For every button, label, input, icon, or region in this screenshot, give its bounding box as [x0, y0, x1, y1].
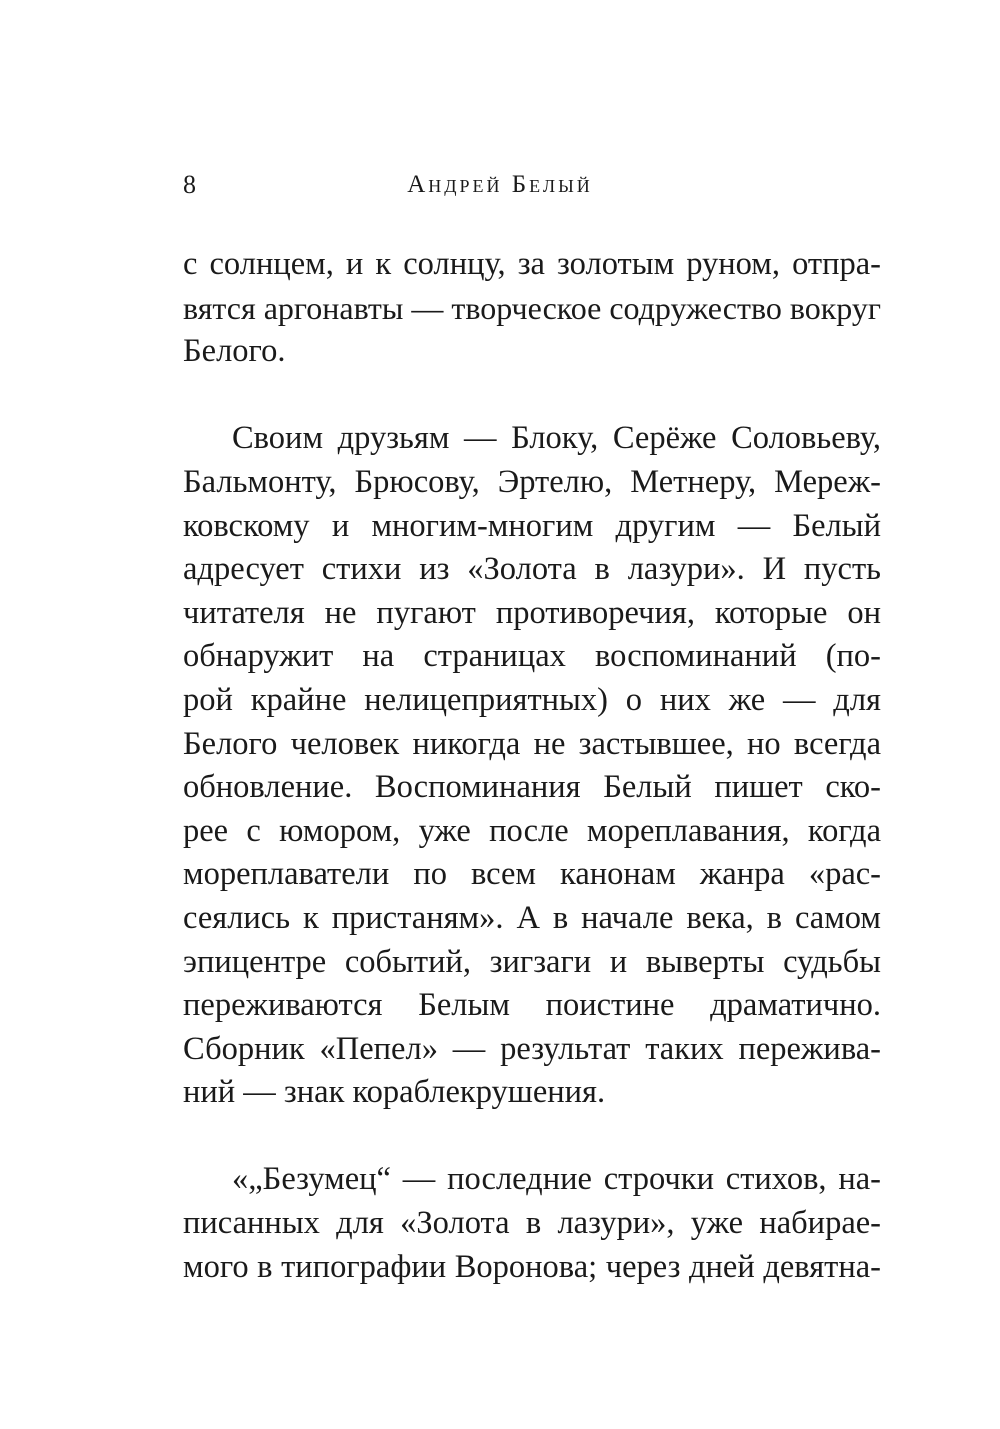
text-line: читателя не пугают противоречия, которые он [183, 594, 881, 631]
paragraph-gap [183, 374, 881, 418]
text-line: Сборник «Пепел» — результат таких пережива- [183, 1030, 881, 1067]
page-number: 8 [183, 170, 196, 199]
body-text [183, 243, 881, 1289]
paragraph-1 [183, 243, 881, 374]
text-line: обновление. Воспоминания Белый пишет ско- [183, 769, 881, 806]
text-line: Своим друзьям — Блоку, Серёже Соловьеву, [232, 420, 881, 457]
text-line: переживаются Белым поистине драматично. [183, 987, 881, 1024]
text-line: Белого человек никогда не застывшее, но всегда [183, 725, 881, 762]
text-line: сеялись к пристаням». А в начале века, в самом [183, 899, 881, 936]
text-line: вятся аргонавты — творческое содружество вокруг [183, 289, 881, 326]
text-line: рой крайне нелицеприятных) о них же — для [183, 681, 881, 718]
paragraph-gap [183, 1115, 881, 1159]
text-line: мого в типографии Воронова; через дней девятна- [183, 1248, 881, 1285]
text-line: адресует стихи из «Золота в лазури». И пусть [183, 551, 881, 588]
paragraph-3 [183, 1158, 881, 1289]
text-line: эпицентре событий, зигзаги и выверты судьбы [183, 943, 881, 980]
text-line: Бальмонту, Брюсову, Эртелю, Метнеру, Мереж- [183, 463, 881, 500]
text-line: мореплаватели по всем канонам жанра «рас- [183, 856, 881, 893]
text-line: Белого. [183, 333, 286, 370]
text-line: обнаружит на страницах воспоминаний (по- [183, 638, 881, 675]
text-line: с солнцем, и к солнцу, за золотым руном, отпра- [183, 246, 881, 282]
running-title: Андрей Белый [407, 171, 593, 198]
text-line: ний — знак кораблекрушения. [183, 1074, 606, 1111]
text-line: «„Безумец“ — последние строчки стихов, на- [232, 1161, 881, 1198]
text-line: ковскому и многим-многим другим — Белый [183, 507, 881, 544]
paragraph-2 [183, 417, 881, 1115]
text-line: рее с юмором, уже после мореплавания, когда [183, 812, 881, 849]
text-line: писанных для «Золота в лазури», уже набирае- [183, 1205, 881, 1242]
